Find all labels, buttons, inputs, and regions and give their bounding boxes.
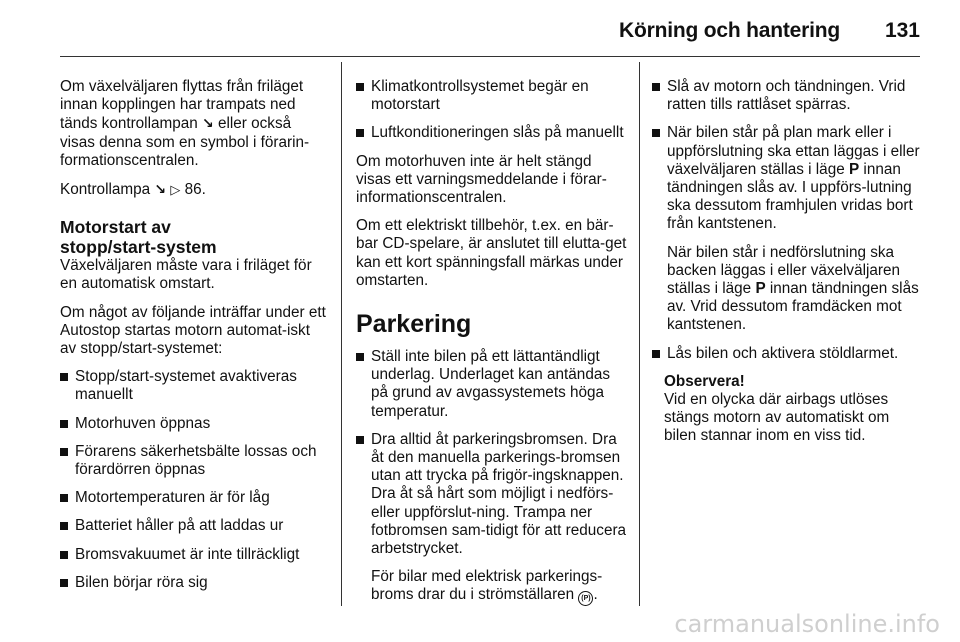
parking-list-cont (652, 78, 924, 363)
body-paragraph: Om något av följande inträffar under ett Autostop startas motorn automat-iskt av stopp/start-systemet: (60, 303, 326, 358)
page-reference-icon: ▷ (170, 182, 181, 198)
neutral-warning-lamp-icon: ↘ (202, 115, 214, 132)
list-item: Lås bilen och aktivera stöldlarmet. (652, 345, 924, 363)
gear-position-p: P (848, 160, 860, 178)
list-item: Slå av motorn och tändningen. Vrid ratten tills rattlåset spärras. (652, 78, 924, 114)
column-2 (356, 78, 628, 616)
list-item: Motortemperaturen är för låg (60, 489, 328, 507)
section-heading-motorstart: Motorstart av stopp/start-system (60, 217, 217, 258)
body-paragraph: Växelväljaren måste vara i friläget för en automatisk omstart. (60, 257, 312, 293)
parking-brake-switch-icon: (P) (578, 591, 593, 606)
header-divider (60, 56, 920, 57)
list-item: Ställ inte bilen på ett lättantändligt underlag. Underlaget kan antändas på grund av avgassystemets höga temperatur. (356, 348, 628, 421)
list-item: Batteriet håller på att laddas ur (60, 517, 328, 535)
page-number: 131 (884, 19, 920, 42)
page-header (0, 0, 960, 58)
restart-conditions-list (60, 368, 328, 592)
column-3 (652, 78, 924, 446)
list-item: När bilen står på plan mark eller i uppförslutning ska ettan läggas i eller växelväljaren ställas i läge P innan tändningen slås av. I uppförs-lutning ska dessutom framhjulen vridas bort från kantstenen. När bilen står i nedförslutning ska backen läggas i eller växelväljaren ställas i läge P innan tändningen slås av. Vrid dessutom framdäcken mot kantstenen. (652, 124, 924, 334)
list-item: Förarens säkerhetsbälte lossas och förardörren öppnas (60, 443, 328, 479)
intro-paragraph: Om växelväljaren flyttas från friläget innan kopplingen har trampats ned tänds kontrollampan ↘ eller också visas denna som en symbol i förarin-formationscentralen. (60, 78, 310, 169)
column-divider-1 (341, 62, 342, 606)
list-item: Klimatkontrollsystemet begär en motorstart (356, 78, 628, 114)
column-divider-2 (639, 62, 640, 606)
list-item: Bilen börjar röra sig (60, 574, 328, 592)
neutral-warning-lamp-icon: ↘ (154, 181, 167, 198)
body-paragraph: Om ett elektriskt tillbehör, t.ex. en bär-bar CD-spelare, är anslutet till elutta-get kan ett kort spänningsfall märkas under omstarten. (356, 217, 627, 289)
downhill-note: När bilen står i nedförslutning ska backen läggas i eller växelväljaren ställas i läge P innan tändningen slås av. Vrid dessutom framdäcken mot kantstenen. (667, 243, 919, 334)
list-item: Luftkonditioneringen slås på manuellt (356, 124, 628, 142)
list-item: Stopp/start-systemet avaktiveras manuellt (60, 368, 328, 404)
column-1 (60, 78, 328, 602)
ebrake-note: För bilar med elektrisk parkerings-broms drar du i strömställaren (P) . (371, 568, 628, 606)
gear-position-p: P (755, 280, 766, 298)
restart-conditions-list-cont (356, 78, 628, 143)
note-body: Vid en olycka där airbags utlöses stängs motorn av automatiskt om bilen stannar inom en viss tid. (664, 391, 890, 445)
section-heading-parkering: Parkering (356, 310, 472, 339)
list-item: Motorhuven öppnas (60, 415, 328, 433)
lamp-reference: Kontrollampa ↘ ▷ 86. (60, 181, 206, 199)
watermark: carmanualsonline.info (674, 610, 940, 638)
note-title: Observera! (664, 372, 745, 390)
list-item: Bromsvakuumet är inte tillräckligt (60, 546, 328, 564)
list-item: Dra alltid åt parkeringsbromsen. Dra åt den manuella parkerings-bromsen utan att trycka på frigör-ingsknappen. Dra åt så hårt som möjligt i nedförs- eller uppförslut-ning. Trampa ner fotbromsen sam-tidigt för att reducera arbetstrycket. För bilar med elektrisk parkerings-broms drar du i strömställaren (P) . (356, 431, 628, 607)
page-footer (0, 610, 960, 642)
page-title: Körning och hantering (619, 19, 840, 42)
parking-list (356, 348, 628, 606)
body-paragraph: Om motorhuven inte är helt stängd visas ett varningsmeddelande i förar-informationscentralen. (356, 152, 607, 207)
